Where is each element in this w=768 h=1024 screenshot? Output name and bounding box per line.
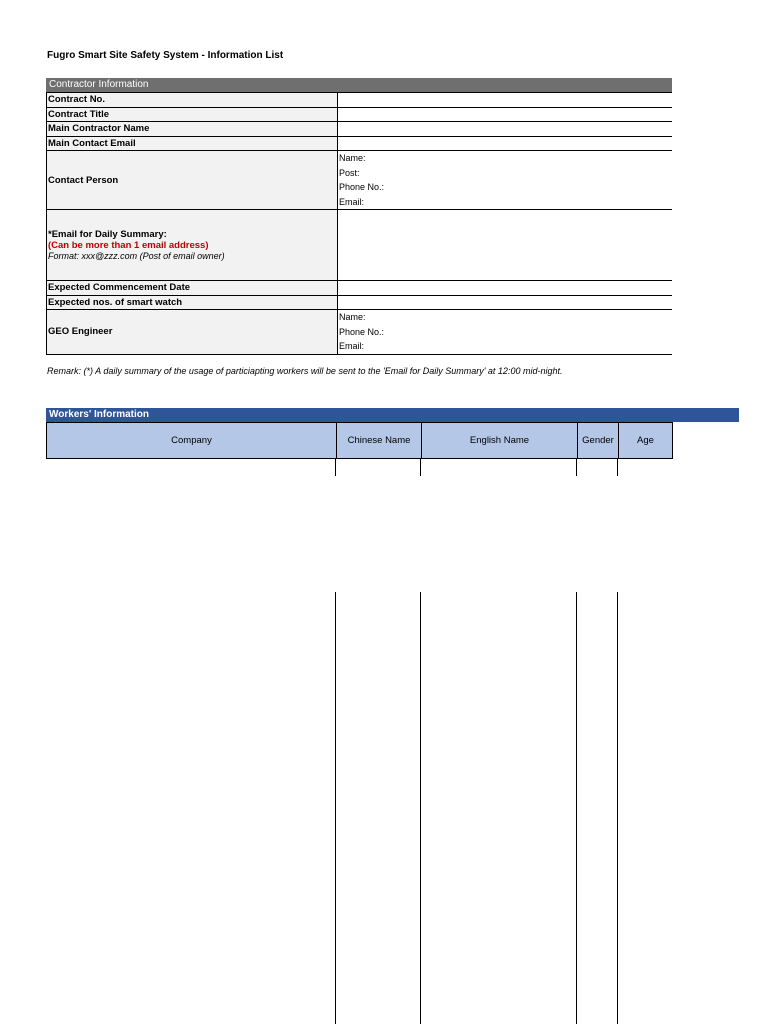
workers-table-header-row (46, 422, 673, 459)
main-contact-email-label: Main Contact Email (47, 136, 338, 151)
contact-person-name-field: Name: (339, 153, 366, 163)
contact-person-post-field: Post: (339, 167, 360, 178)
contract-title-label: Contract Title (47, 107, 338, 122)
document-title: Fugro Smart Site Safety System - Information List (47, 50, 284, 61)
email-daily-summary-note: (Can be more than 1 email address) (48, 240, 209, 251)
email-daily-summary-value[interactable] (338, 210, 673, 281)
geo-engineer-name-field: Name: (339, 312, 366, 322)
column-divider (576, 459, 577, 476)
workers-section-header (46, 408, 739, 422)
contract-title-value[interactable] (338, 107, 673, 122)
contact-person-value[interactable] (338, 151, 673, 210)
expected-commencement-date-label: Expected Commencement Date (47, 281, 338, 296)
column-divider (617, 592, 618, 1024)
column-divider (576, 592, 577, 1024)
email-daily-summary-format: Format: xxx@zzz.com (Post of email owner) (48, 251, 225, 261)
email-daily-summary-title: *Email for Daily Summary: (48, 229, 167, 240)
column-header-english-name: English Name (422, 423, 578, 458)
column-header-chinese-name: Chinese Name (337, 423, 422, 458)
column-divider (335, 592, 336, 1024)
contractor-section-header: Contractor Information (46, 78, 672, 92)
column-divider (617, 459, 618, 476)
expected-smart-watch-label: Expected nos. of smart watch (47, 295, 338, 310)
column-divider (420, 592, 421, 1024)
expected-commencement-date-value[interactable] (338, 281, 673, 296)
column-header-gender: Gender (578, 423, 619, 458)
geo-engineer-email-field: Email: (339, 341, 365, 351)
main-contractor-name-label: Main Contractor Name (47, 122, 338, 137)
column-header-age: Age (637, 435, 654, 446)
contact-person-email-field: Email: (339, 196, 365, 207)
geo-engineer-phone-field: Phone No.: (339, 326, 385, 337)
contractor-info-table (46, 92, 672, 355)
contract-no-value[interactable] (338, 93, 673, 108)
main-contact-email-value[interactable] (338, 136, 673, 151)
column-divider (335, 459, 336, 476)
contract-no-label: Contract No. (47, 93, 338, 108)
geo-engineer-value[interactable] (338, 310, 673, 355)
remark-text: Remark: (*) A daily summary of the usage of particiapting workers will be sent to the 'Email for Daily Summary' at 12:00 mid-night. (47, 366, 563, 376)
geo-engineer-label: GEO Engineer (47, 310, 338, 355)
column-divider (420, 459, 421, 476)
contact-person-label: Contact Person (47, 151, 338, 210)
expected-smart-watch-value[interactable] (338, 295, 673, 310)
main-contractor-name-value[interactable] (338, 122, 673, 137)
email-daily-summary-label (47, 210, 338, 281)
workers-section-title: Workers' Information (49, 409, 149, 420)
contact-person-phone-field: Phone No.: (339, 182, 385, 192)
column-header-company: Company (47, 423, 337, 458)
